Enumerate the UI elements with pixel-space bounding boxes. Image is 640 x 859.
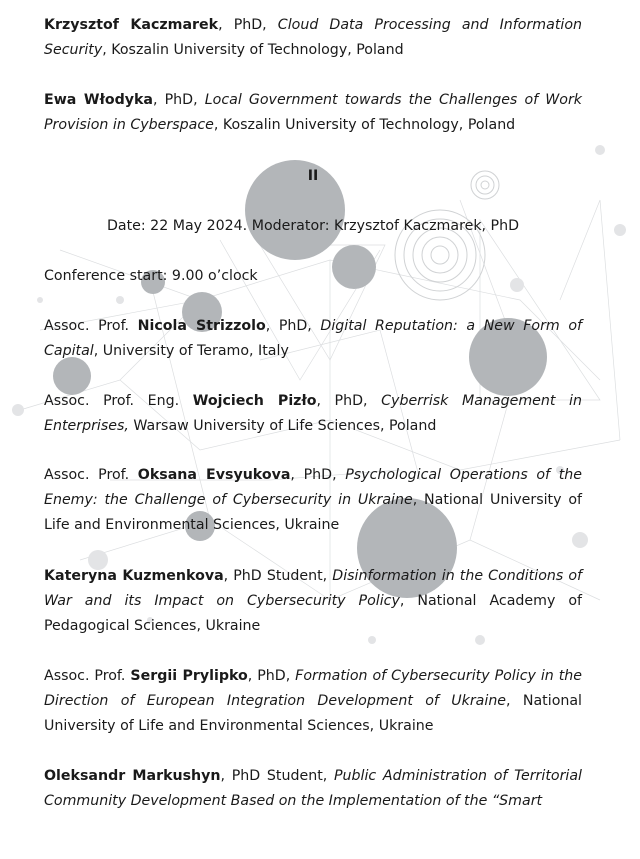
talk-title: Digital Reputation: a New Form of Capital — [44, 318, 582, 359]
speaker-name: Oksana Evsyukova — [137, 467, 291, 483]
speaker-degree: , PhD, — [218, 17, 278, 33]
speaker-affiliation: , Koszalin University of Technology, Poland — [102, 42, 404, 58]
conference-start: Conference start: 9.00 o’clock — [44, 268, 258, 284]
entry-wlodyka — [44, 88, 582, 138]
session-date-line: Date: 22 May 2024. Moderator: Krzysztof Kaczmarek, PhD — [106, 218, 520, 234]
speaker-affiliation: , University of Teramo, Italy — [93, 343, 289, 359]
speaker-name: Ewa Włodyka — [44, 92, 153, 108]
talk-title: Public Administration of Territorial Community Development Based on the Implementation of the “Smart — [44, 768, 582, 809]
speaker-affiliation: Warsaw University of Life Sciences, Poland — [128, 418, 437, 434]
entry-kuzmenkova — [44, 564, 582, 639]
entry-prylipko — [44, 664, 582, 739]
speaker-name: Sergii Prylipko — [130, 668, 248, 684]
talk-title: Cloud Data Processing and Information Security — [44, 17, 582, 58]
speaker-degree: , PhD Student, — [223, 568, 333, 584]
entry-markushyn — [44, 764, 582, 814]
speaker-degree: , PhD Student, — [220, 768, 334, 784]
speaker-degree: , PhD, — [247, 668, 296, 684]
speaker-prefix: Assoc. Prof. Eng. — [44, 393, 193, 409]
speaker-degree: , PhD, — [290, 467, 346, 483]
speaker-affiliation: , Koszalin University of Technology, Poland — [213, 117, 516, 133]
speaker-degree: , PhD, — [265, 318, 321, 334]
talk-title: Disinformation in the Conditions of War and its Impact on Cybersecurity Policy — [44, 568, 583, 609]
speaker-degree: , PhD, — [153, 92, 205, 108]
talk-title: Local Government towards the Challenges of Work Provision in Cyberspace — [44, 92, 582, 133]
speaker-affiliation: , National University of Life and Environmental Sciences, Ukraine — [44, 492, 582, 533]
entry-pizlo — [44, 389, 582, 439]
entry-evsyukova — [44, 463, 582, 538]
speaker-degree: , PhD, — [316, 393, 382, 409]
speaker-name: Kateryna Kuzmenkova — [44, 568, 224, 584]
speaker-prefix: Assoc. Prof. — [44, 668, 131, 684]
session-number: II — [307, 168, 319, 184]
speaker-affiliation: , National Academy of Pedagogical Sciences, Ukraine — [44, 593, 582, 634]
speaker-prefix: Assoc. Prof. — [44, 318, 138, 334]
talk-title: Cyberrisk Management in Enterprises, — [44, 393, 582, 434]
speaker-name: Nicola Strizzolo — [137, 318, 266, 334]
speaker-affiliation: , National University of Life and Environmental Sciences, Ukraine — [44, 693, 582, 734]
entry-kaczmarek — [44, 13, 582, 63]
speaker-prefix: Assoc. Prof. — [44, 467, 138, 483]
speaker-name: Krzysztof Kaczmarek — [44, 17, 219, 33]
speaker-name: Wojciech Pizło — [192, 393, 317, 409]
entry-strizzolo — [44, 314, 582, 364]
talk-title: Formation of Cybersecurity Policy in the Direction of European Integration Development of Ukraine — [44, 668, 582, 709]
talk-title: Psychological Operations of the Enemy: the Challenge of Cybersecurity in Ukraine — [44, 467, 582, 508]
speaker-name: Oleksandr Markushyn — [44, 768, 221, 784]
